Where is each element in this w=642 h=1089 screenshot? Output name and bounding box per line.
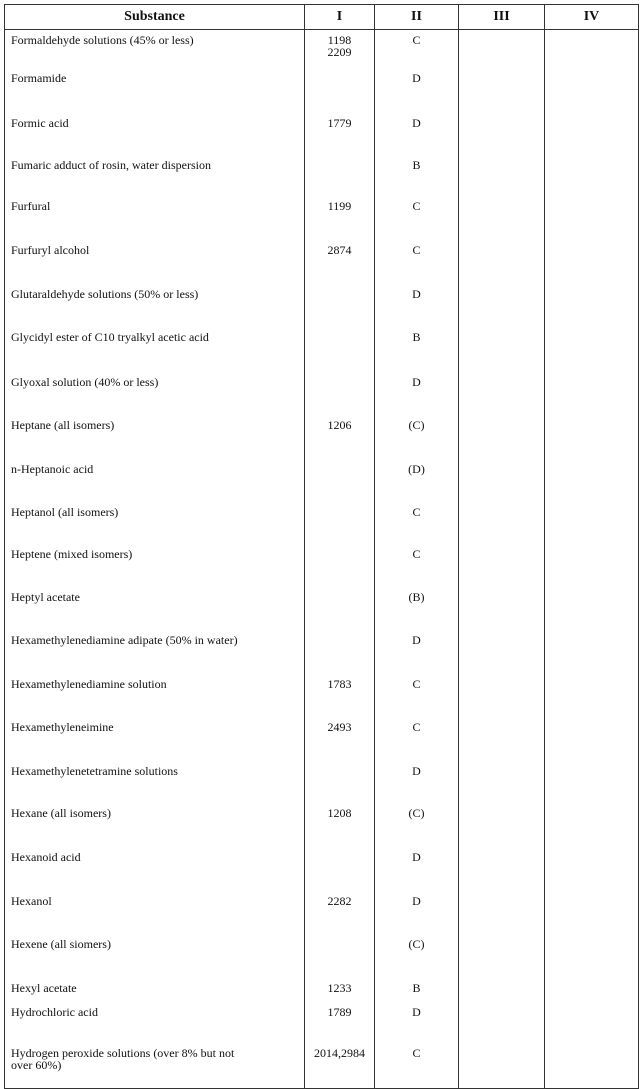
table-row <box>5 717 639 761</box>
cell-iv <box>545 284 639 327</box>
cell-iii <box>459 934 545 978</box>
cell-iii <box>459 630 545 674</box>
table-row <box>5 284 639 327</box>
cell-substance: Heptene (mixed isomers) <box>5 544 305 587</box>
cell-substance: Glycidyl ester of C10 tryalkyl acetic acid <box>5 327 305 372</box>
cell-iv <box>545 761 639 803</box>
cell-substance: Formamide <box>5 68 305 113</box>
cell-substance: Heptanol (all isomers) <box>5 502 305 544</box>
cell-category: D <box>375 761 459 803</box>
cell-substance: Hexane (all isomers) <box>5 803 305 847</box>
cell-category: B <box>375 978 459 1002</box>
cell-iv <box>545 847 639 891</box>
cell-iv <box>545 630 639 674</box>
table-row <box>5 803 639 847</box>
cell-un-number <box>305 502 375 544</box>
cell-substance: Hydrogen peroxide solutions (over 8% but not over 60%) <box>5 1043 305 1089</box>
table-body <box>5 30 639 1089</box>
table-row <box>5 934 639 978</box>
cell-iv <box>545 587 639 630</box>
cell-category: D <box>375 284 459 327</box>
cell-un-number: 1789 <box>305 1002 375 1043</box>
cell-un-number: 1783 <box>305 674 375 717</box>
table-row <box>5 68 639 113</box>
table-row <box>5 847 639 891</box>
cell-category: D <box>375 891 459 934</box>
cell-substance: Fumaric adduct of rosin, water dispersion <box>5 155 305 196</box>
cell-un-number <box>305 372 375 415</box>
cell-iii <box>459 978 545 1002</box>
cell-substance: Heptane (all isomers) <box>5 415 305 459</box>
table-row <box>5 891 639 934</box>
cell-category: D <box>375 113 459 155</box>
cell-iii <box>459 891 545 934</box>
cell-iv <box>545 502 639 544</box>
cell-un-number <box>305 544 375 587</box>
cell-iii <box>459 544 545 587</box>
cell-iv <box>545 459 639 502</box>
cell-category: C <box>375 674 459 717</box>
cell-un-number <box>305 68 375 113</box>
cell-iv <box>545 415 639 459</box>
cell-iv <box>545 891 639 934</box>
cell-category: B <box>375 327 459 372</box>
cell-category: (C) <box>375 934 459 978</box>
cell-iii <box>459 502 545 544</box>
cell-substance: Formic acid <box>5 113 305 155</box>
cell-iii <box>459 674 545 717</box>
cell-substance: Hexamethyleneimine <box>5 717 305 761</box>
cell-un-number <box>305 155 375 196</box>
cell-category: (B) <box>375 587 459 630</box>
cell-iv <box>545 196 639 240</box>
cell-un-number <box>305 459 375 502</box>
cell-iii <box>459 30 545 68</box>
table-row <box>5 240 639 284</box>
cell-category: D <box>375 847 459 891</box>
cell-category: D <box>375 68 459 113</box>
cell-iii <box>459 327 545 372</box>
cell-iii <box>459 372 545 415</box>
cell-category: D <box>375 630 459 674</box>
cell-iii <box>459 717 545 761</box>
table-row <box>5 1002 639 1043</box>
cell-un-number <box>305 630 375 674</box>
cell-category: C <box>375 196 459 240</box>
cell-category: C <box>375 240 459 284</box>
table-row <box>5 630 639 674</box>
cell-iv <box>545 68 639 113</box>
cell-iii <box>459 68 545 113</box>
cell-category: C <box>375 544 459 587</box>
cell-un-number <box>305 587 375 630</box>
table-row <box>5 30 639 68</box>
cell-category: (C) <box>375 415 459 459</box>
cell-iii <box>459 761 545 803</box>
cell-substance: Hydrochloric acid <box>5 1002 305 1043</box>
cell-category: B <box>375 155 459 196</box>
cell-iii <box>459 587 545 630</box>
cell-un-number: 2874 <box>305 240 375 284</box>
cell-un-number: 1199 <box>305 196 375 240</box>
cell-iv <box>545 978 639 1002</box>
table-row <box>5 196 639 240</box>
cell-substance: Hexamethylenediamine solution <box>5 674 305 717</box>
cell-un-number <box>305 327 375 372</box>
cell-un-number <box>305 284 375 327</box>
cell-substance: Hexamethylenediamine adipate (50% in water) <box>5 630 305 674</box>
cell-iv <box>545 113 639 155</box>
cell-iii <box>459 240 545 284</box>
cell-substance: Hexyl acetate <box>5 978 305 1002</box>
cell-un-number <box>305 847 375 891</box>
cell-category: C <box>375 717 459 761</box>
cell-iv <box>545 327 639 372</box>
cell-substance: Hexamethylenetetramine solutions <box>5 761 305 803</box>
header-row <box>5 5 639 30</box>
cell-category: C <box>375 30 459 68</box>
table-row <box>5 415 639 459</box>
table-row <box>5 327 639 372</box>
table-row <box>5 372 639 415</box>
table-row <box>5 587 639 630</box>
cell-iv <box>545 1043 639 1089</box>
cell-iii <box>459 459 545 502</box>
cell-un-number: 1208 <box>305 803 375 847</box>
header-ii: II <box>375 5 459 30</box>
cell-iii <box>459 155 545 196</box>
cell-iv <box>545 372 639 415</box>
cell-category: C <box>375 502 459 544</box>
cell-un-number <box>305 934 375 978</box>
cell-substance: Glyoxal solution (40% or less) <box>5 372 305 415</box>
table-row <box>5 1043 639 1089</box>
cell-substance: Heptyl acetate <box>5 587 305 630</box>
cell-iv <box>545 803 639 847</box>
cell-substance: n-Heptanoic acid <box>5 459 305 502</box>
table-row <box>5 155 639 196</box>
cell-un-number: 2014,2984 <box>305 1043 375 1089</box>
cell-substance: Hexene (all siomers) <box>5 934 305 978</box>
cell-iv <box>545 934 639 978</box>
table-row <box>5 761 639 803</box>
cell-iii <box>459 1002 545 1043</box>
cell-iv <box>545 155 639 196</box>
table-row <box>5 459 639 502</box>
header-iv: IV <box>545 5 639 30</box>
cell-substance: Glutaraldehyde solutions (50% or less) <box>5 284 305 327</box>
cell-category: D <box>375 1002 459 1043</box>
cell-un-number: 1206 <box>305 415 375 459</box>
cell-iv <box>545 674 639 717</box>
header-i: I <box>305 5 375 30</box>
cell-iv <box>545 30 639 68</box>
cell-iii <box>459 284 545 327</box>
cell-iii <box>459 113 545 155</box>
cell-iii <box>459 415 545 459</box>
cell-substance: Formaldehyde solutions (45% or less) <box>5 30 305 68</box>
cell-category: (C) <box>375 803 459 847</box>
cell-iii <box>459 847 545 891</box>
table-row <box>5 978 639 1002</box>
cell-substance: Furfuryl alcohol <box>5 240 305 284</box>
header-iii: III <box>459 5 545 30</box>
cell-substance: Hexanoid acid <box>5 847 305 891</box>
cell-category: C <box>375 1043 459 1089</box>
substance-table <box>4 4 639 1089</box>
table-row <box>5 544 639 587</box>
cell-un-number <box>305 761 375 803</box>
cell-un-number: 2493 <box>305 717 375 761</box>
cell-iii <box>459 196 545 240</box>
table-row <box>5 502 639 544</box>
cell-un-number: 1779 <box>305 113 375 155</box>
cell-substance: Hexanol <box>5 891 305 934</box>
cell-un-number: 1198 2209 <box>305 30 375 68</box>
table-row <box>5 674 639 717</box>
cell-un-number: 1233 <box>305 978 375 1002</box>
cell-iv <box>545 1002 639 1043</box>
cell-iii <box>459 1043 545 1089</box>
cell-category: (D) <box>375 459 459 502</box>
cell-iv <box>545 717 639 761</box>
cell-iv <box>545 544 639 587</box>
table-row <box>5 113 639 155</box>
cell-category: D <box>375 372 459 415</box>
cell-un-number: 2282 <box>305 891 375 934</box>
header-substance: Substance <box>5 5 305 30</box>
cell-substance: Furfural <box>5 196 305 240</box>
cell-iv <box>545 240 639 284</box>
cell-iii <box>459 803 545 847</box>
